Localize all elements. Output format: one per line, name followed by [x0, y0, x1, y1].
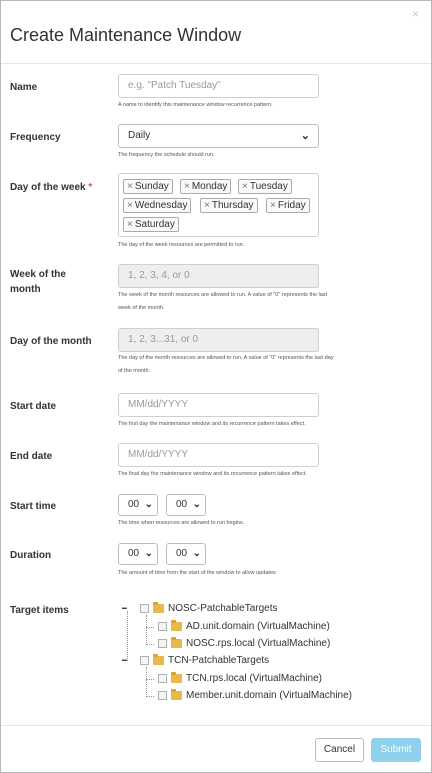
- tag-saturday: [123, 217, 179, 232]
- close-icon[interactable]: ×: [411, 7, 419, 21]
- day-of-month-help: [118, 352, 418, 378]
- tree-item-nosc-rps-local[interactable]: [158, 637, 330, 651]
- frequency-help: The frequency the schedule should run.: [118, 152, 215, 158]
- remove-tag-icon[interactable]: ×: [127, 200, 133, 211]
- tag-tuesday: [238, 179, 292, 194]
- tree-group-label: TCN-PatchableTargets: [168, 655, 270, 666]
- tree-guide: [146, 615, 147, 645]
- cancel-button[interactable]: Cancel: [315, 738, 364, 762]
- week-of-month-help-line2: week of the month.: [118, 305, 165, 311]
- tree-item-label: NOSC.rps.local (VirtualMachine): [186, 638, 331, 649]
- folder-icon: [171, 691, 182, 700]
- tree-guide: [146, 679, 154, 680]
- start-date-help: The first day the maintenance window and its recurrence pattern takes effect.: [118, 421, 306, 427]
- tag-label: Saturday: [134, 219, 175, 230]
- tree-guide: [146, 627, 154, 628]
- tree-guide: [146, 696, 154, 697]
- submit-button[interactable]: Submit: [371, 738, 421, 762]
- tag-label: Sunday: [134, 181, 169, 192]
- name-help: A name to identify this maintenance window recurrence pattern.: [118, 102, 273, 108]
- tag-label: Thursday: [211, 200, 254, 211]
- duration-label: Duration: [10, 550, 52, 561]
- chevron-down-icon: ⌄: [144, 548, 153, 559]
- tree-guide: [127, 611, 128, 661]
- collapse-icon[interactable]: ━: [122, 604, 127, 613]
- duration-help: The amount of time from the start of the window to allow updates: [118, 570, 276, 576]
- remove-tag-icon[interactable]: ×: [270, 200, 276, 211]
- tree-checkbox[interactable]: [140, 656, 149, 665]
- tree-guide: [146, 667, 147, 697]
- tag-label: Wednesday: [134, 200, 188, 211]
- start-date-label: Start date: [10, 401, 57, 412]
- chevron-down-icon: ⌄: [192, 548, 201, 559]
- day-of-week-label-text: Day of the week: [10, 182, 86, 193]
- frequency-select[interactable]: [118, 124, 319, 148]
- start-time-minute-value: 00: [176, 499, 188, 510]
- chevron-down-icon: ⌄: [300, 130, 310, 142]
- tag-friday: [266, 198, 310, 213]
- tag-monday: [180, 179, 231, 194]
- day-of-month-help-line1: The day of the month resources are allowed to run. A value of "0" represents the last day: [118, 355, 334, 361]
- tree-item-label: TCN.rps.local (VirtualMachine): [186, 673, 322, 684]
- tree-item-member-unit-domain[interactable]: [158, 689, 352, 703]
- day-of-week-label: [10, 180, 92, 195]
- end-date-help: The final day the maintenance window and its recurrence pattern takes effect.: [118, 471, 307, 477]
- name-label: Name: [10, 82, 38, 93]
- dialog-title: Create Maintenance Window: [10, 25, 242, 45]
- folder-icon: [171, 674, 182, 683]
- remove-tag-icon[interactable]: ×: [184, 181, 190, 192]
- tag-sunday: [123, 179, 173, 194]
- tree-group-nosc[interactable]: [140, 602, 278, 616]
- week-of-month-label: [10, 267, 66, 297]
- tree-item-tcn-rps-local[interactable]: [158, 672, 322, 686]
- duration-hour-value: 00: [128, 548, 140, 559]
- target-items-label: Target items: [10, 605, 69, 616]
- remove-tag-icon[interactable]: ×: [127, 181, 133, 192]
- tree-item-label: AD.unit.domain (VirtualMachine): [186, 621, 330, 632]
- required-indicator: *: [88, 182, 93, 193]
- tree-checkbox[interactable]: [158, 691, 167, 700]
- header-divider: [1, 63, 431, 64]
- day-of-month-help-line2: of the month.: [118, 368, 151, 374]
- week-of-month-help-line1: The week of the month resources are allowed to run. A value of "0" represents the last: [118, 292, 328, 298]
- week-of-month-help: [118, 289, 418, 315]
- week-of-month-label-line2: month: [10, 284, 41, 295]
- duration-hour-select[interactable]: [118, 543, 158, 565]
- chevron-down-icon: ⌄: [144, 499, 153, 510]
- week-of-month-label-line1: Week of the: [10, 269, 66, 280]
- tree-checkbox[interactable]: [158, 639, 167, 648]
- start-time-help: The time when resources are allowed to run begins.: [118, 520, 245, 526]
- duration-minute-select[interactable]: [166, 543, 206, 565]
- tree-guide: [146, 644, 154, 645]
- tag-label: Monday: [191, 181, 228, 192]
- folder-icon: [153, 604, 164, 613]
- folder-icon: [171, 622, 182, 631]
- day-of-week-multiselect[interactable]: [118, 173, 319, 237]
- tree-checkbox[interactable]: [158, 622, 167, 631]
- end-date-input[interactable]: MM/dd/YYYY: [118, 443, 319, 467]
- week-of-month-input[interactable]: 1, 2, 3, 4, or 0: [118, 264, 319, 288]
- folder-icon: [153, 656, 164, 665]
- start-time-hour-select[interactable]: [118, 494, 158, 516]
- end-date-label: End date: [10, 451, 53, 462]
- tag-label: Friday: [277, 200, 306, 211]
- frequency-value: Daily: [128, 130, 151, 141]
- start-date-input[interactable]: MM/dd/YYYY: [118, 393, 319, 417]
- remove-tag-icon[interactable]: ×: [127, 219, 133, 230]
- collapse-icon[interactable]: ━: [122, 656, 127, 665]
- tree-checkbox[interactable]: [140, 604, 149, 613]
- name-input[interactable]: e.g. "Patch Tuesday": [118, 74, 319, 98]
- duration-minute-value: 00: [176, 548, 188, 559]
- day-of-month-input[interactable]: 1, 2, 3...31, or 0: [118, 328, 319, 352]
- tree-checkbox[interactable]: [158, 674, 167, 683]
- remove-tag-icon[interactable]: ×: [242, 181, 248, 192]
- frequency-label: Frequency: [10, 132, 61, 143]
- tree-group-label: NOSC-PatchableTargets: [168, 603, 278, 614]
- folder-icon: [171, 639, 182, 648]
- tree-group-tcn[interactable]: [140, 654, 269, 668]
- tag-wednesday: [123, 198, 191, 213]
- tree-item-label: Member.unit.domain (VirtualMachine): [186, 690, 353, 701]
- tag-label: Tuesday: [249, 181, 288, 192]
- day-of-month-label: Day of the month: [10, 336, 92, 347]
- footer-divider: [1, 725, 431, 726]
- start-time-hour-value: 00: [128, 499, 140, 510]
- start-time-minute-select[interactable]: [166, 494, 206, 516]
- tag-thursday: [200, 198, 258, 213]
- day-of-week-help: The day of the week resources are permitted to run.: [118, 242, 245, 248]
- remove-tag-icon[interactable]: ×: [204, 200, 210, 211]
- tree-item-ad-unit-domain[interactable]: [158, 620, 330, 634]
- chevron-down-icon: ⌄: [192, 499, 201, 510]
- start-time-label: Start time: [10, 501, 57, 512]
